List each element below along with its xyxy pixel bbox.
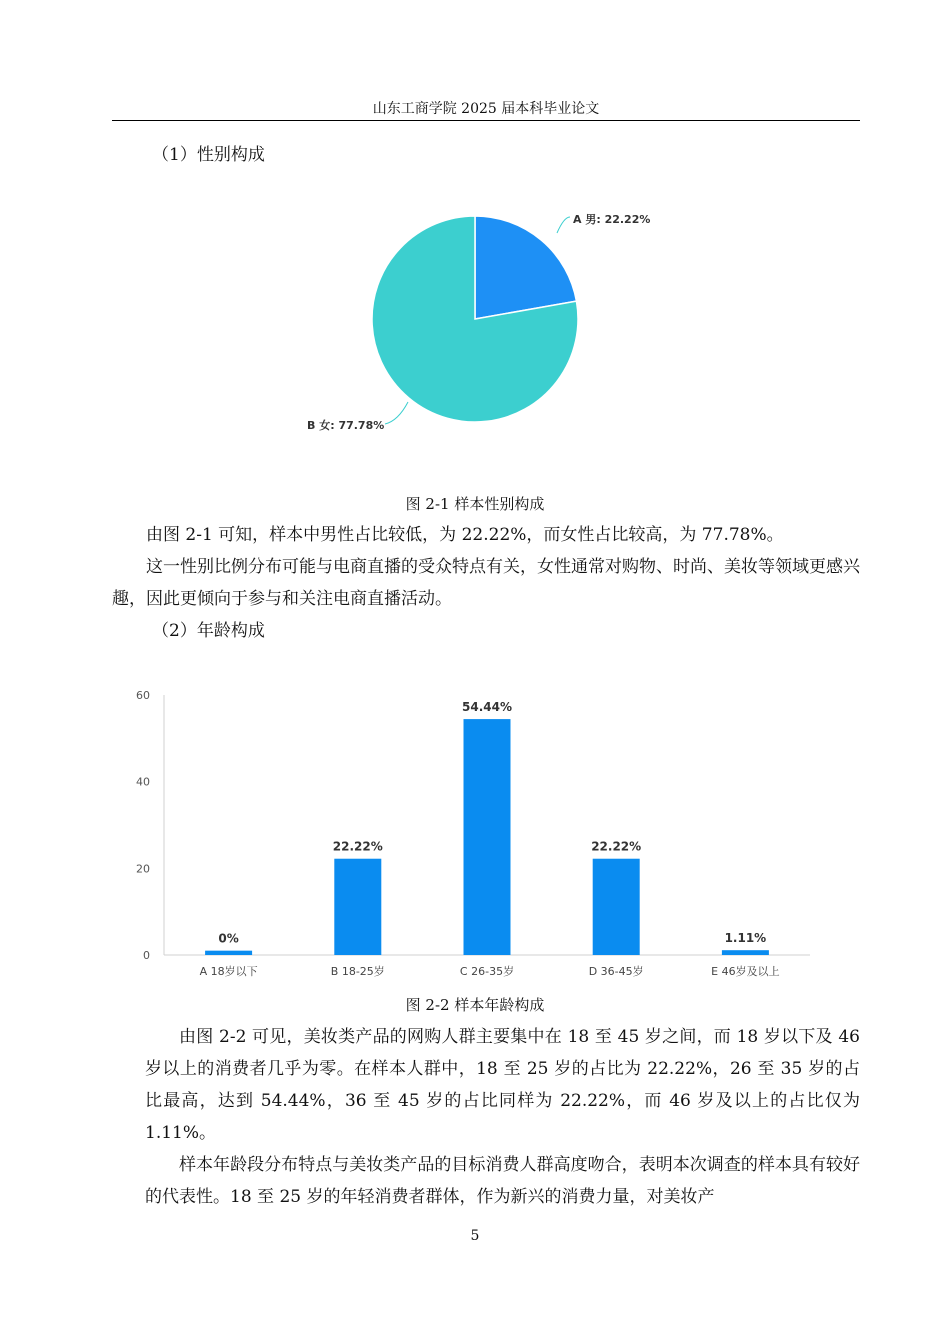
pie-label-male: A 男: 22.22% <box>573 213 651 226</box>
paragraph-2-text: 这一性别比例分布可能与电商直播的受众特点有关，女性通常对购物、时尚、美妆等领域更感兴趣，因此更倾向于参与和关注电商直播活动。 <box>112 557 860 609</box>
bar-0 <box>205 951 252 955</box>
y-tick-label: 60 <box>136 689 150 702</box>
figure-caption-1: 图 2-1 样本性别构成 <box>405 495 545 513</box>
section-heading-gender: （1）性别构成 <box>152 145 265 165</box>
paragraph-2 <box>112 551 860 615</box>
x-category-label: C 26-35岁 <box>459 965 515 978</box>
pie-label-female: B 女: 77.78% <box>307 419 385 432</box>
y-tick-label: 40 <box>136 775 150 789</box>
bar-3 <box>593 859 640 955</box>
paragraph-1 <box>112 519 860 551</box>
paragraph-1-text: 由图 2-1 可知，样本中男性占比较低，为 22.22%，而女性占比较高，为 77.78%。 <box>146 525 784 545</box>
x-category-label: E 46岁及以上 <box>711 965 780 978</box>
x-category-label: A 18岁以下 <box>199 965 258 978</box>
page-number: 5 <box>470 1228 480 1244</box>
y-tick-label: 0 <box>143 949 150 962</box>
y-tick-label: 20 <box>136 862 150 876</box>
x-category-label: D 36-45岁 <box>588 965 644 978</box>
running-header: 山东工商学院 2025 届本科毕业论文 <box>112 98 860 121</box>
gender-pie-chart <box>290 195 680 445</box>
figure-caption-2: 图 2-2 样本年龄构成 <box>405 996 545 1014</box>
bar-data-label: 54.44% <box>462 700 512 715</box>
section-heading-age: （2）年龄构成 <box>152 621 265 641</box>
bar-data-label: 22.22% <box>591 839 642 854</box>
pie-leader-line-female <box>385 402 408 424</box>
bar-4 <box>722 950 769 955</box>
bar-data-label: 22.22% <box>332 839 383 854</box>
x-category-label: B 18-25岁 <box>330 965 385 978</box>
paragraph-3-text: 由图 2-2 可见，美妆类产品的网购人群主要集中在 18 至 45 岁之间，而 18 岁以下及 46 岁以上的消费者几乎为零。在样本人群中，18 至 25 岁的占比为 22.22%，26 至 35 岁的占比最高，达到 54.44%，36 至 45 岁的占比同样为 22.22%，而 46 岁及以上的占比仅为 1.11%。 <box>145 1027 860 1143</box>
bar-data-label: 0% <box>218 931 239 946</box>
bar-1 <box>334 859 381 955</box>
paragraph-4-text: 样本年龄段分布特点与美妆类产品的目标消费人群高度吻合，表明本次调查的样本具有较好的代表性。18 至 25 岁的年轻消费者群体，作为新兴的消费力量，对美妆产 <box>145 1155 860 1207</box>
age-bar-chart <box>112 680 832 985</box>
paragraph-4 <box>145 1149 860 1213</box>
bar-2 <box>464 719 511 955</box>
paragraph-3 <box>145 1021 860 1149</box>
pie-leader-line-male <box>557 217 570 233</box>
bar-data-label: 1.11% <box>724 931 767 946</box>
